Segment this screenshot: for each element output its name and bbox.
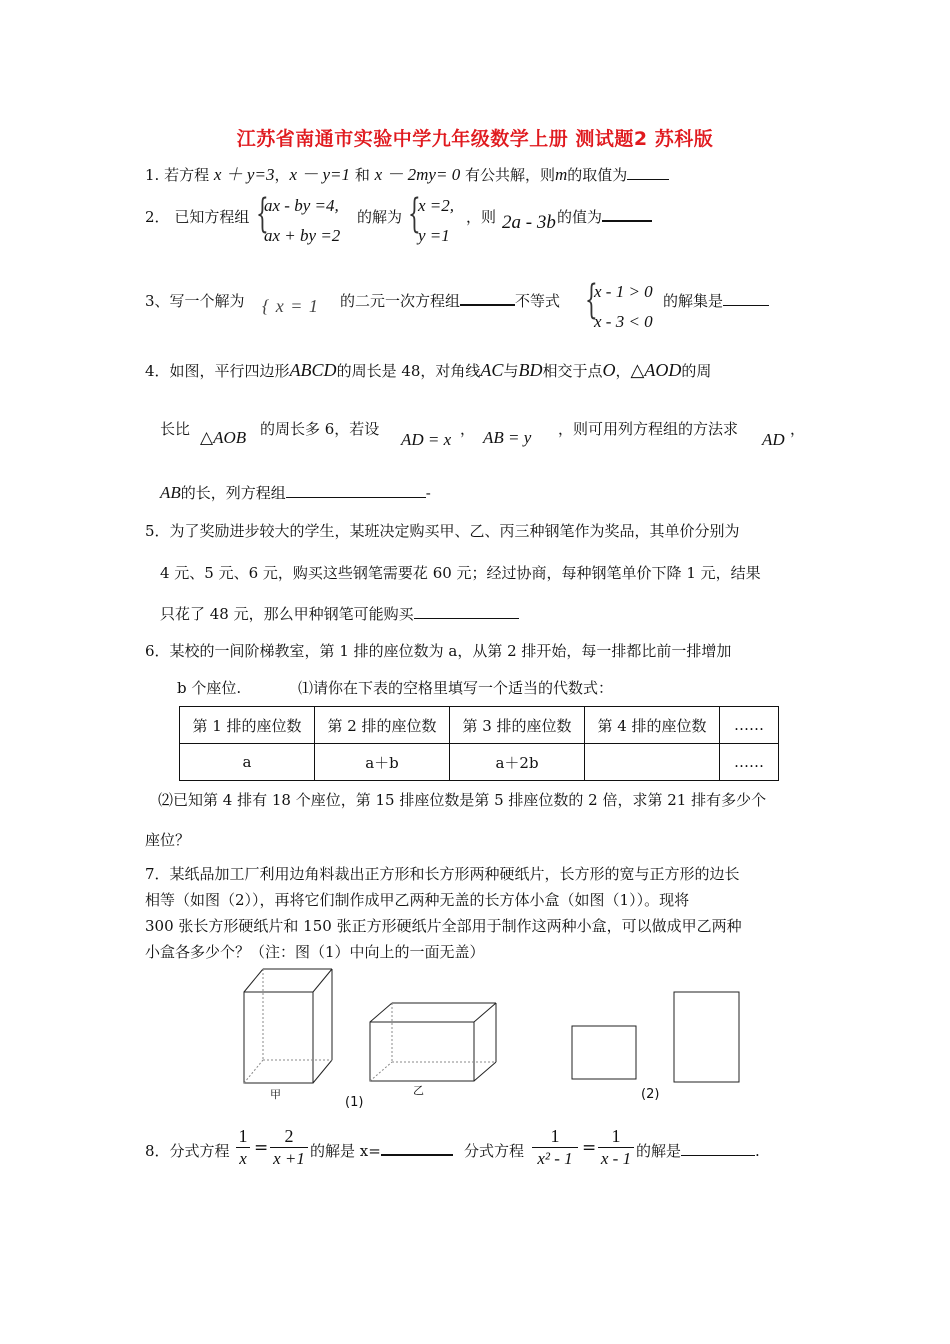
q4-line2-d: ，则可用列方程组的方法求 (558, 420, 739, 438)
box-yi (370, 1003, 496, 1081)
q8-lead (145, 1140, 230, 1161)
q1-and: 和 (354, 166, 370, 184)
box-jia (244, 969, 332, 1083)
q2-sys2-brace: { (408, 191, 421, 237)
q4-abcd: ABCD (289, 360, 337, 380)
q7-line3: 300 张长方形硬纸片和 150 张正方形硬纸片全部用于制作这两种小盒，可以做成甲乙两种 (145, 917, 742, 935)
q8-end: . (755, 1142, 760, 1160)
table-cell: a＋2b (450, 744, 585, 781)
q8-text-d: 的解是 (636, 1142, 682, 1160)
q3-number: 3、 (145, 292, 170, 310)
q4-line1-e: ， (615, 362, 631, 380)
table-cell: …… (720, 744, 779, 781)
q1-number: 1. (145, 166, 160, 184)
table-header-cell: 第 2 排的座位数 (315, 707, 450, 744)
q4-line3-a: 的长，列方程组 (180, 484, 286, 502)
q6-line1-text: 某校的一间阶梯教室，第 1 排的座位数为 a，从第 2 排开始，每一排都比前一排增加 (169, 642, 732, 660)
q4-tri-aob: △AOB (200, 428, 247, 447)
q8-f3-num: 1 (550, 1126, 560, 1146)
q6-line2-a: b 个座位. (177, 679, 242, 697)
page-title: 江苏省南通市实验中学九年级数学上册 测试题2 苏科版 (236, 128, 714, 150)
rectangle-card (674, 992, 739, 1082)
q8-text-a: 分式方程 (169, 1142, 230, 1160)
q3-sys-brace: { (585, 277, 598, 323)
label-fig-2: (2) (641, 1087, 660, 1102)
q8-f1-den: x (239, 1149, 247, 1168)
q2-text-c: ，则 (466, 208, 497, 226)
q3-text-d: 的解集是 (663, 292, 724, 310)
q1-eq2: x － y=1 (289, 165, 351, 184)
q8-fraction-2 (270, 1126, 308, 1169)
q1-text-c: 的取值为 (567, 166, 628, 184)
q1-text-b: 有公共解，则 (464, 166, 555, 184)
label-yi: 乙 (413, 1084, 424, 1097)
q3-sys-line1: x - 1 > 0 (594, 282, 653, 301)
q8-text-d-wrap (636, 1140, 760, 1161)
q1-var-m: m (555, 165, 568, 184)
q4-line3-b: - (425, 484, 431, 502)
q4-line2-c: ， (460, 420, 476, 438)
q8-equals-2: = (582, 1138, 597, 1158)
q4-ab: AB (160, 483, 181, 502)
q4-bd: BD (518, 360, 543, 380)
label-jia: 甲 (270, 1088, 281, 1101)
q3-sys-line2: x - 3 < 0 (594, 312, 653, 331)
q5-number: 5． (145, 522, 170, 540)
q6-line2-b: ⑴请你在下表的空格里填写一个适当的代数式： (298, 679, 614, 697)
q7-line1-text: 某纸品加工厂利用边角料裁出正方形和长方形两种硬纸片，长方形的宽与正方形的边长 (169, 865, 740, 883)
q2-sys1-line1: ax - by =4, (264, 196, 339, 215)
q4-number: 4． (145, 362, 170, 380)
q3-text-b: 的二元一次方程组 (340, 292, 461, 310)
q8-number: 8． (145, 1142, 170, 1160)
q5-line1-text: 为了奖励进步较大的学生，某班决定购买甲、乙、丙三种钢笔作为奖品，其单价分别为 (169, 522, 740, 540)
q2-number: 2． (145, 208, 170, 226)
q2-text-a: 已知方程组 (174, 208, 250, 226)
q1-eq3: x － 2my= 0 (374, 165, 461, 184)
q8-f4-den: x - 1 (600, 1149, 632, 1168)
q8-f4-num: 1 (611, 1126, 621, 1146)
table-cell: a (180, 744, 315, 781)
q8-text-c: 分式方程 (464, 1142, 525, 1160)
q8-text-b-wrap (310, 1140, 453, 1161)
table-header-cell: 第 4 排的座位数 (585, 707, 720, 744)
table-cell: a＋b (315, 744, 450, 781)
q4-line1-f: 的周 (681, 362, 712, 380)
q2-sys2-line1: x =2, (418, 196, 455, 215)
q6-number: 6． (145, 642, 170, 660)
table-header-cell: 第 1 排的座位数 (180, 707, 315, 744)
q8-f2-den: x +1 (273, 1149, 305, 1168)
q4-line1-a: 如图，平行四边形 (169, 362, 290, 380)
q4-line2-b: 的周长多 6，若设 (260, 420, 380, 438)
q8-equals-1: = (254, 1138, 269, 1158)
q8-answer-blank-2[interactable] (681, 1141, 755, 1156)
q2-sys2-line2: y =1 (418, 226, 450, 245)
q3-solution-fragment: { x = 1 (262, 296, 319, 316)
label-fig-1: (1) (345, 1095, 364, 1110)
table-header-cell: …… (720, 707, 779, 744)
q4-line1-b: 的周长是 48，对角线 (336, 362, 481, 380)
q8-f2-num: 2 (284, 1126, 294, 1146)
q2-text-d-label: 的值为 (557, 208, 603, 226)
q2-text-b: 的解为 (357, 208, 403, 226)
table-header-cell: 第 3 排的座位数 (450, 707, 585, 744)
q8-f3-den: x² - 1 (537, 1149, 573, 1168)
q2-sys1-brace: { (256, 191, 269, 237)
q4-line2-a: 长比 (160, 420, 191, 438)
q1-sep1: ， (274, 166, 290, 184)
q2-expr: 2a - 3b (502, 212, 556, 233)
q8-answer-blank-1[interactable] (381, 1140, 453, 1156)
q1-text-a: 若方程 (164, 166, 210, 184)
q4-ad: AD (762, 430, 785, 449)
q5-line2: 4 元、5 元、6 元，购买这些钢笔需要花 60 元；经过协商，每种钢笔单价下降 1 元，结果 (160, 564, 761, 582)
q4-ac: AC (480, 360, 504, 380)
q4-ad-eq: AD = x (401, 430, 452, 449)
q8-fraction-4 (598, 1126, 634, 1169)
q4-o: O (602, 360, 616, 380)
q8-text-b: 的解是 x= (310, 1142, 381, 1160)
q6-part2-line2: 座位？ (145, 831, 191, 849)
square-card (572, 1026, 636, 1079)
q7-number: 7． (145, 865, 170, 883)
q4-tri-aod: △AOD (630, 360, 682, 380)
q4-line2-e: ， (790, 420, 806, 438)
q4-ab-eq: AB = y (483, 428, 532, 447)
q4-line1-c: 与 (503, 362, 519, 380)
q3-text-a: 写一个解为 (169, 292, 245, 310)
q4-line1-d: 相交于点 (542, 362, 603, 380)
q8-f1-num: 1 (238, 1126, 248, 1146)
q3-text-c: 不等式 (515, 292, 561, 310)
q1-eq1: x ＋ y=3 (213, 165, 275, 184)
q5-line3-text: 只花了 48 元，那么甲种钢笔可能购买 (160, 605, 414, 623)
q7-line4: 小盒各多少个？（注：图（1）中向上的一面无盖） (145, 943, 485, 961)
q8-fraction-3 (532, 1126, 578, 1169)
q6-part2-line1: ⑵已知第 4 排有 18 个座位，第 15 排座位数是第 5 排座位数的 2 倍，求第 21 排有多少个 (158, 791, 767, 809)
q8-fraction-1 (236, 1126, 250, 1169)
q2-sys1-line2: ax + by =2 (264, 226, 341, 245)
q7-line2: 相等（如图（2）），再将它们制作成甲乙两种无盖的长方体小盒（如图（1））。现将 (145, 891, 690, 909)
